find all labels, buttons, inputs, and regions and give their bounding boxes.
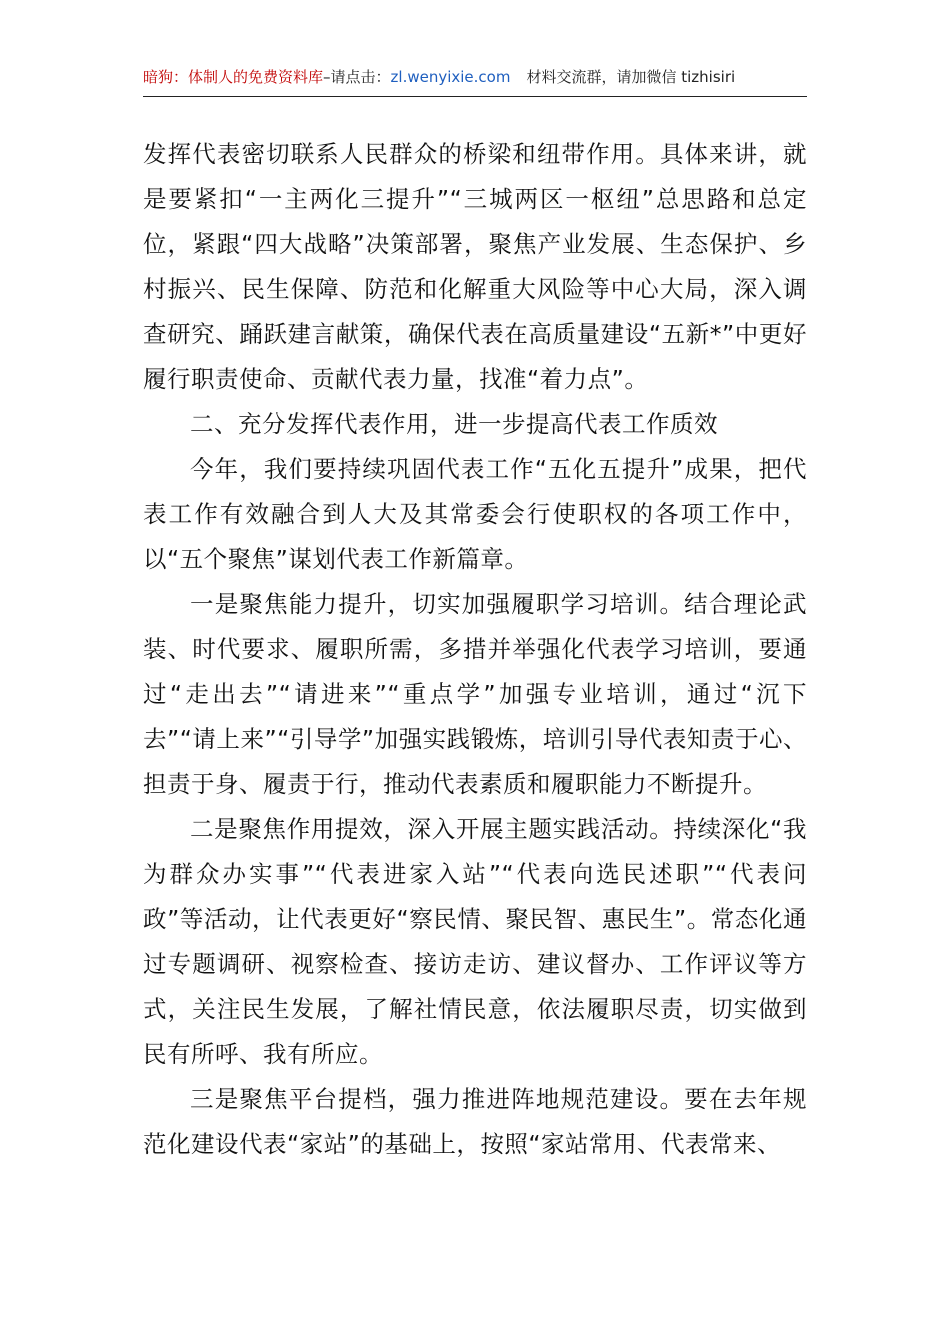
paragraph: 二是聚焦作用提效，深入开展主题实践活动。持续深化“我为群众办实事”“代表进家入站”“代表向选民述职”“代表问政”等活动，让代表更好“察民情、聚民智、惠民生”。常态化通过专题调研、视察检查、接访走访、建议督办、工作评议等方式，关注民生发展，了解社情民意，依法履职尽责，切实做到民有所呼、我有所应。 xyxy=(143,815,807,1068)
document-body xyxy=(143,132,807,1167)
paragraph: 今年，我们要持续巩固代表工作“五化五提升”成果，把代表工作有效融合到人大及其常委会行使职权的各项工作中，以“五个聚焦”谋划代表工作新篇章。 xyxy=(143,455,807,573)
page-header xyxy=(143,62,807,97)
paragraph-continuation: 发挥代表密切联系人民群众的桥梁和纽带作用。具体来讲，就是要紧扣“一主两化三提升”“三城两区一枢纽”总思路和总定位，紧跟“四大战略”决策部署，聚焦产业发展、生态保护、乡村振兴、民生保障、防范和化解重大风险等中心大局，深入调查研究、踊跃建言献策，确保代表在高质量建设“五新*”中更好履行职责使命、贡献代表力量，找准“着力点”。 xyxy=(143,140,807,393)
header-wechat-note: 材料交流群，请加微信 tizhisiri xyxy=(526,68,736,86)
paragraph: 一是聚焦能力提升，切实加强履职学习培训。结合理论武装、时代要求、履职所需，多措并举强化代表学习培训，要通过“走出去”“请进来”“重点学”加强专业培训，通过“沉下去”“请上来”“引导学”加强实践锻炼，培训引导代表知责于心、担责于身、履责于行，推动代表素质和履职能力不断提升。 xyxy=(143,590,807,798)
section-heading: 二、充分发挥代表作用，进一步提高代表工作质效 xyxy=(190,410,718,438)
header-click-prompt: –请点击： xyxy=(323,68,391,86)
header-link[interactable]: zl.wenyixie.com xyxy=(390,68,511,86)
header-brand: 暗狗：体制人的免费资料库 xyxy=(143,68,324,86)
paragraph: 三是聚焦平台提档，强力推进阵地规范建设。要在去年规范化建设代表“家站”的基础上，按照“家站常用、代表常来、 xyxy=(143,1085,807,1158)
